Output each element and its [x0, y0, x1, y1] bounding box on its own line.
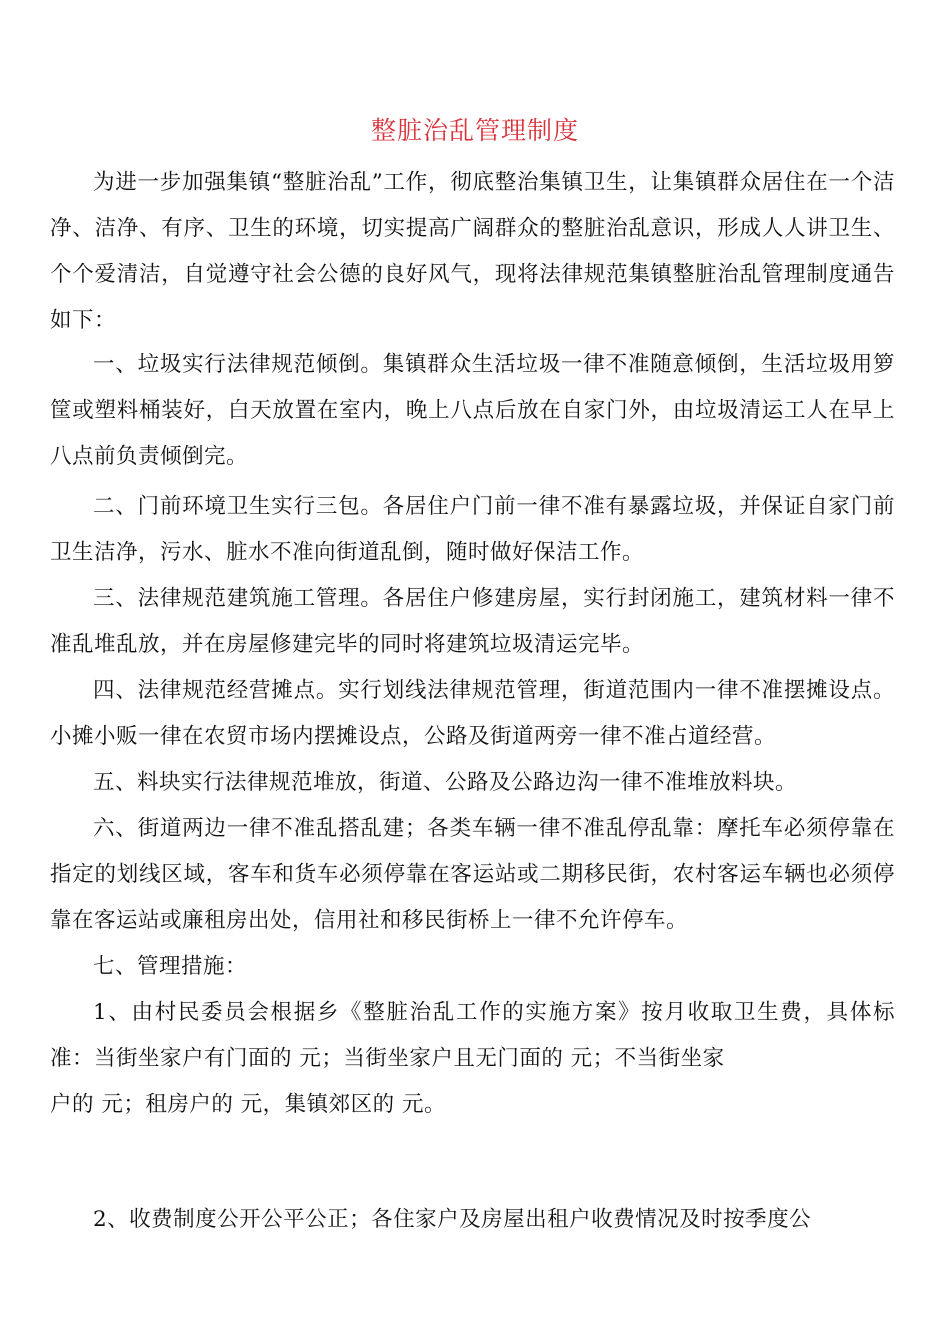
item-6-paragraph: 六、街道两边一律不准乱搭乱建；各类车辆一律不准乱停乱靠：摩托车必须停靠在指定的划线区域，客车和货车必须停靠在客运站或二期移民街，农村客运车辆也必须停靠在客运站或廉租房出处，信用社和移民街桥上一律不允许停车。	[50, 816, 895, 933]
item-3-paragraph: 三、法律规范建筑施工管理。各居住户修建房屋，实行封闭施工，建筑材料一律不准乱堆乱放，并在房屋修建完毕的同时将建筑垃圾清运完毕。	[50, 586, 895, 657]
measure-2-paragraph: 2、收费制度公开公平公正；各住家户及房屋出租户收费情况及时按季度公	[93, 1207, 812, 1232]
intro-paragraph: 为进一步加强集镇“整脏治乱”工作，彻底整治集镇卫生，让集镇群众居住在一个洁净、洁净、有序、卫生的环境，切实提高广阔群众的整脏治乱意识，形成人人讲卫生、个个爱清洁，自觉遵守社会公德的良好风气，现将法律规范集镇整脏治乱管理制度通告如下：	[50, 170, 895, 333]
item-7-paragraph: 七、管理措施：	[93, 954, 248, 979]
item-5-paragraph: 五、料块实行法律规范堆放，街道、公路及公路边沟一律不准堆放料块。	[93, 770, 798, 795]
document-title: 整脏治乱管理制度	[370, 116, 579, 145]
measure-1-continuation: 户的 元；租房户的 元，集镇郊区的 元。	[50, 1092, 447, 1117]
measure-1-paragraph: 1、由村民委员会根据乡《整脏治乱工作的实施方案》按月收取卫生费，具体标准：当街坐家户有门面的 元；当街坐家户且无门面的 元；不当街坐家	[50, 1000, 895, 1071]
item-1-paragraph: 一、垃圾实行法律规范倾倒。集镇群众生活垃圾一律不准随意倾倒，生活垃圾用箩筐或塑料桶装好，白天放置在室内，晚上八点后放在自家门外，由垃圾清运工人在早上八点前负责倾倒完。	[50, 352, 895, 469]
item-4-paragraph: 四、法律规范经营摊点。实行划线法律规范管理，街道范围内一律不准摆摊设点。小摊小贩一律在农贸市场内摆摊设点，公路及街道两旁一律不准占道经营。	[50, 678, 895, 749]
item-2-paragraph: 二、门前环境卫生实行三包。各居住户门前一律不准有暴露垃圾，并保证自家门前卫生洁净，污水、脏水不准向街道乱倒，随时做好保洁工作。	[50, 494, 895, 565]
